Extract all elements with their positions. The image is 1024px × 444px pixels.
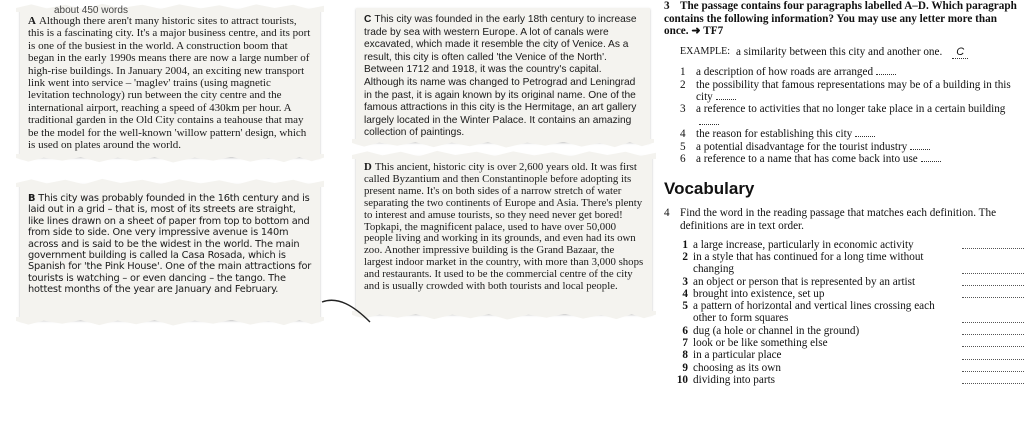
passage-b	[20, 184, 320, 320]
answer-line[interactable]	[962, 273, 1024, 274]
definition-row: 6 dug (a hole or channel in the ground)	[674, 325, 1024, 337]
exercise-4-instruction: 4 Find the word in the reading passage that matches each definition. The definitions are in text order.	[664, 207, 997, 233]
answer-blank[interactable]	[716, 91, 736, 100]
answer-line[interactable]	[962, 297, 1024, 298]
definition-row: 2 in a style that has continued for a long time without changing	[674, 251, 1024, 276]
top-stub-text: about 450 words	[54, 5, 128, 16]
passage-d	[356, 156, 652, 314]
answer-line[interactable]	[962, 359, 1024, 360]
answer-line[interactable]	[962, 322, 1024, 323]
definition-row: 7 look or be like something else	[674, 337, 1024, 349]
example-answer: C	[952, 46, 968, 59]
answer-blank[interactable]	[855, 128, 875, 137]
answer-blank[interactable]	[876, 66, 896, 75]
answer-blank[interactable]	[910, 141, 930, 150]
exercise-3-instruction: 3 The passage contains four paragraphs labelled A–D. Which paragraph contains the following information? You may use any letter more than once. ➜ TF7	[664, 0, 1017, 38]
answer-blank[interactable]	[699, 116, 719, 125]
example-row	[680, 46, 1024, 59]
passage-c	[356, 8, 650, 142]
answer-line[interactable]	[962, 383, 1024, 384]
list-item: 6 a reference to a name that has come back into use	[680, 153, 1024, 165]
passage-d-text: D This ancient, historic city is over 2,600 years old. It was first called Byzantium and then Constantinople before adopting its present name. It's on both sides of a narrow stretch of water separating the two continents of Europe and Asia. There's plenty to interest and amuse tourists, so they need never get bored! Topkapi, the magnificent palace, used to have over 50,000 people living and working in its grounds, and even had its own zoo. Another impressive building is the Grand Bazaar, the largest indoor market in the country, with more than 3,000 shops and restaurants. It used to be the commercial centre of the city and is usually crowded with both tourists and local people.	[364, 161, 644, 293]
definition-row: 8 in a particular place	[674, 349, 1024, 361]
exercise-3-list	[680, 66, 1024, 165]
answer-line[interactable]	[962, 334, 1024, 335]
passage-a	[20, 5, 320, 157]
list-item: 5 a potential disadvantage for the tourist industry	[680, 141, 1024, 153]
definition-row: 1 a large increase, particularly in economic activity	[674, 239, 1024, 251]
list-item: 4 the reason for establishing this city	[680, 128, 1024, 140]
definition-row: 3 an object or person that is represented by an artist	[674, 276, 1024, 288]
torn-edge	[352, 150, 656, 159]
passage-a-text: A Although there aren't many historic sites to attract tourists, this is a fascinating city. It's a major business centre, and its port is one of the busiest in the world. A construction boom that began in the early 1990s means there are now a large number of high-rise buildings. In January 2004, an exciting new transport link went into service – 'maglev' trains (using magnetic levitation technology) run between the city centre and the international airport, reaching a speed of 430km per hour. A traditional garden in the Old City contains a teahouse that may be the model for the well-known 'willow pattern' design, which is used on plates around the world.	[28, 15, 311, 152]
torn-edge	[16, 154, 324, 163]
answer-line[interactable]	[962, 346, 1024, 347]
list-item: 3 a reference to activities that no longer take place in a certain building	[680, 103, 1024, 128]
definition-row: 5 a pattern of horizontal and vertical lines crossing each other to form squares	[674, 300, 1024, 325]
answer-line[interactable]	[962, 371, 1024, 372]
vocabulary-heading: Vocabulary	[664, 179, 755, 199]
example-label: EXAMPLE:	[680, 45, 730, 57]
torn-edge	[16, 317, 324, 326]
passage-b-text: B This city was probably founded in the 16th century and is laid out in a grid – that is, most of its streets are straight, like lines drawn on a sheet of paper from top to bottom and from side to side. One very impressive avenue is 140m across and is said to be the widest in the world. The main government building is called la Casa Rosada, which is Spanish for 'the Pink House'. One of the main attractions for tourists is watching – or even dancing – the tango. The hottest months of the year are January and February.	[28, 193, 312, 296]
definition-row: 4 brought into existence, set up	[674, 288, 1024, 300]
list-item: 2 the possibility that famous representations may be of a building in this city	[680, 78, 1011, 103]
torn-edge	[352, 139, 654, 148]
exercise-4-list	[674, 239, 1024, 387]
example-text: a similarity between this city and another one.	[736, 45, 943, 58]
definition-row: 9 choosing as its own	[674, 362, 1024, 374]
torn-edge	[16, 178, 324, 187]
exercise-panel	[664, 0, 1024, 386]
passage-c-text: C This city was founded in the early 18th century to increase trade by sea with western Europe. A lot of canals were excavated, which made it resemble the city of Venice. As a result, this city is often called 'the Venice of the North'. Between 1712 and 1918, it was the country's capital. Although its name was changed to Petrograd and Leningrad in the past, it is again known by its original name. One of the famous attractions in this city is the Hermitage, an art gallery largely located in the Winter Palace. It contains an amazing collection of paintings.	[364, 14, 637, 139]
connector-line	[320, 292, 376, 332]
list-item: 1 a description of how roads are arranged	[680, 66, 1024, 78]
answer-blank[interactable]	[921, 153, 941, 162]
answer-line[interactable]	[962, 248, 1024, 249]
answer-line[interactable]	[962, 285, 1024, 286]
definition-row: 10 dividing into parts	[674, 374, 1024, 386]
torn-edge	[352, 311, 656, 320]
